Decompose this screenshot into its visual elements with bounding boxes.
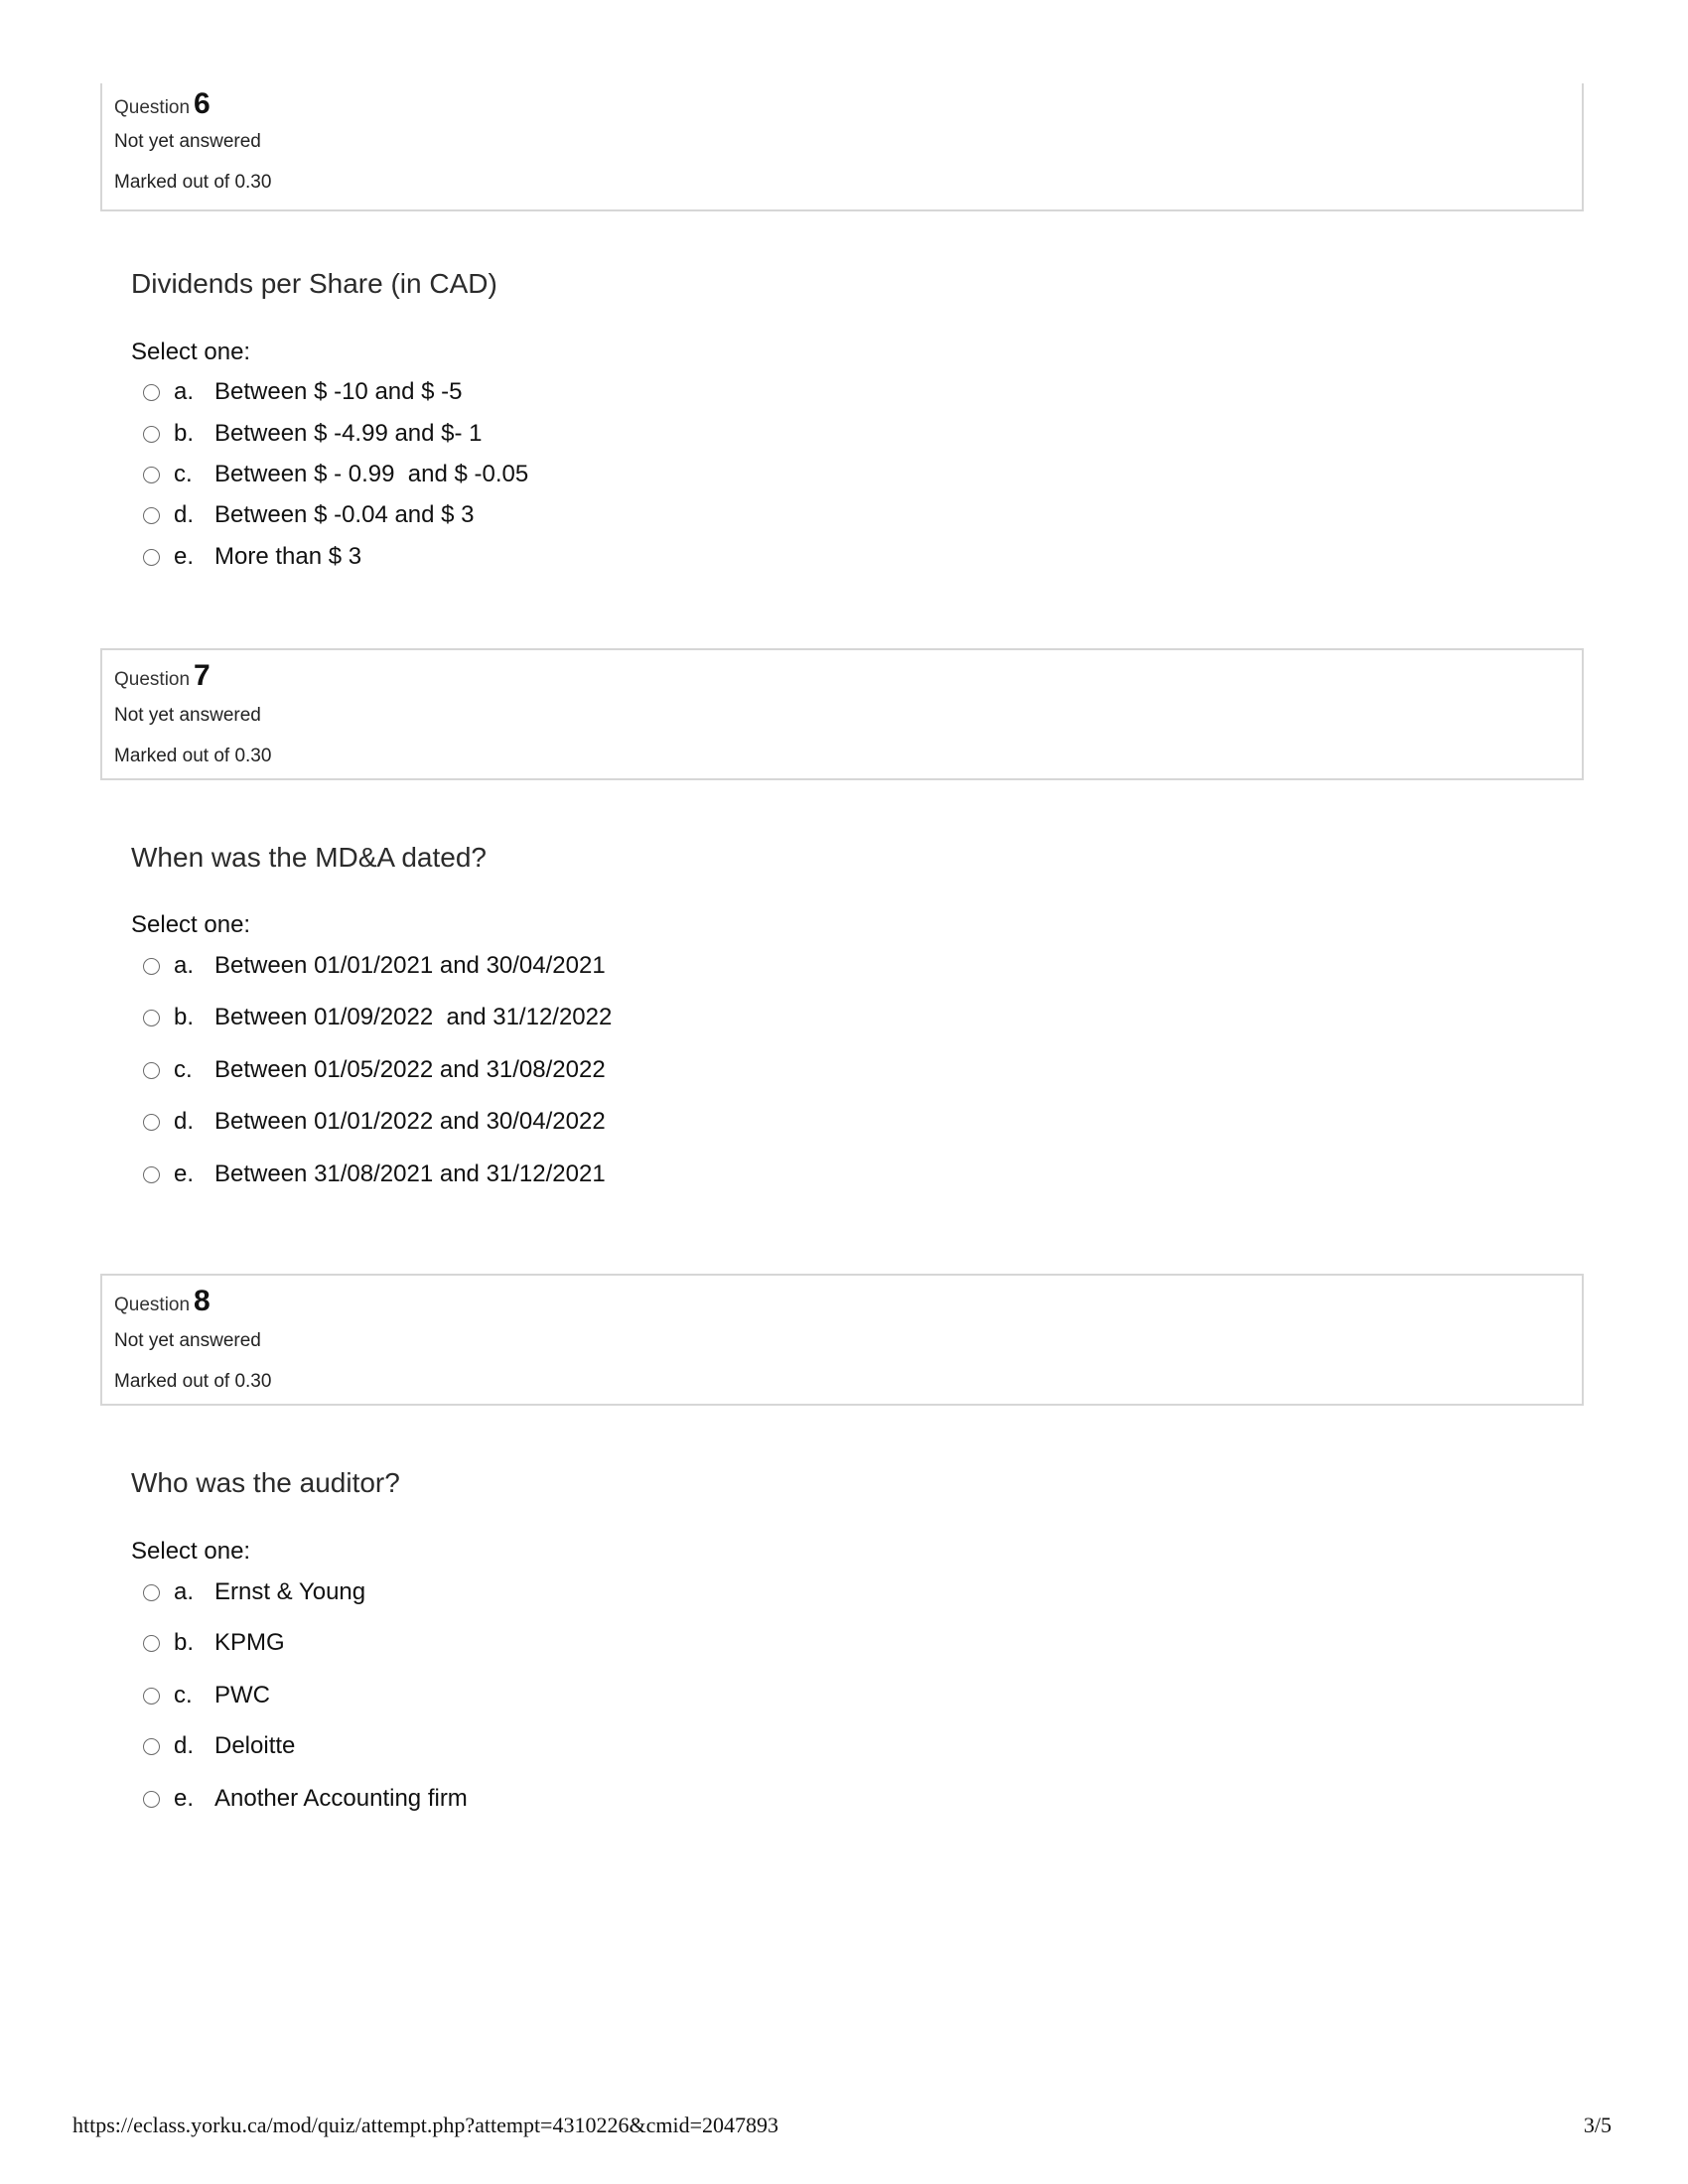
question-info-6 [100,83,1584,211]
question-number: 7 [194,659,211,692]
answer-label: KPMG [214,1629,285,1656]
answer-label: Between 31/08/2021 and 31/12/2021 [214,1160,606,1187]
question-state: Not yet answered [114,131,261,152]
answer-label: Between $ -10 and $ -5 [214,378,463,405]
radio-button[interactable] [143,426,160,443]
answer-label: Another Accounting firm [214,1785,468,1812]
answer-label: Between $ -4.99 and $- 1 [214,420,483,447]
answer-option-a[interactable]: a. Between 01/01/2021 and 30/04/2021 [143,952,606,980]
radio-button[interactable] [143,1114,160,1131]
answer-label: Ernst & Young [214,1578,366,1605]
radio-button[interactable] [143,1062,160,1079]
select-one-prompt: Select one: [131,1538,251,1565]
answer-label: Between 01/05/2022 and 31/08/2022 [214,1056,606,1083]
answer-option-e[interactable]: e. More than $ 3 [143,543,361,571]
radio-button[interactable] [143,1688,160,1705]
answer-option-d[interactable]: d. Between 01/01/2022 and 30/04/2022 [143,1108,606,1136]
answer-label: PWC [214,1682,270,1708]
radio-button[interactable] [143,1791,160,1808]
answer-label: Between $ - 0.99 and $ -0.05 [214,461,529,487]
answer-option-a[interactable]: a. Ernst & Young [143,1578,365,1606]
select-one-prompt: Select one: [131,911,251,938]
radio-button[interactable] [143,384,160,401]
question-number: 8 [194,1285,211,1317]
radio-button[interactable] [143,1738,160,1755]
question-number-label: Question 7 [114,659,211,692]
question-state: Not yet answered [114,705,261,726]
question-info-7 [100,648,1584,780]
answer-option-b[interactable]: b. Between 01/09/2022 and 31/12/2022 [143,1004,612,1031]
question-grade: Marked out of 0.30 [114,172,272,193]
question-number: 6 [194,87,211,120]
answer-label: Between 01/09/2022 and 31/12/2022 [214,1004,613,1030]
question-number-label: Question 6 [114,87,211,120]
question-state: Not yet answered [114,1330,261,1351]
radio-button[interactable] [143,1010,160,1026]
radio-button[interactable] [143,467,160,483]
answer-label: Between 01/01/2022 and 30/04/2022 [214,1108,606,1135]
answer-label: Deloitte [214,1732,296,1759]
answer-option-c[interactable]: c. Between $ - 0.99 and $ -0.05 [143,461,528,488]
radio-button[interactable] [143,549,160,566]
question-text: When was the MD&A dated? [131,842,487,873]
answer-label: More than $ 3 [214,543,362,570]
answer-label: Between $ -0.04 and $ 3 [214,501,475,528]
answer-option-c[interactable]: c. Between 01/05/2022 and 31/08/2022 [143,1056,606,1084]
answer-option-b[interactable]: b. KPMG [143,1629,285,1657]
answer-option-a[interactable]: a. Between $ -10 and $ -5 [143,378,463,406]
page-url: https://eclass.yorku.ca/mod/quiz/attempt.php?attempt=4310226&cmid=2047893 [72,2113,778,2137]
radio-button[interactable] [143,1584,160,1601]
answer-option-e[interactable]: e. Another Accounting firm [143,1785,468,1813]
answer-option-d[interactable]: d. Deloitte [143,1732,295,1760]
answer-option-c[interactable]: c. PWC [143,1682,270,1709]
answer-option-d[interactable]: d. Between $ -0.04 and $ 3 [143,501,475,529]
answer-option-b[interactable]: b. Between $ -4.99 and $- 1 [143,420,483,448]
page-number: 3/5 [1583,2113,1612,2137]
radio-button[interactable] [143,507,160,524]
answer-label: Between 01/01/2021 and 30/04/2021 [214,952,606,979]
answer-option-e[interactable]: e. Between 31/08/2021 and 31/12/2021 [143,1160,606,1188]
question-info-8 [100,1274,1584,1406]
select-one-prompt: Select one: [131,339,251,365]
question-grade: Marked out of 0.30 [114,1371,272,1392]
radio-button[interactable] [143,1166,160,1183]
radio-button[interactable] [143,958,160,975]
question-number-label: Question 8 [114,1285,211,1317]
question-text: Dividends per Share (in CAD) [131,268,497,299]
radio-button[interactable] [143,1635,160,1652]
question-grade: Marked out of 0.30 [114,746,272,766]
question-text: Who was the auditor? [131,1467,400,1498]
